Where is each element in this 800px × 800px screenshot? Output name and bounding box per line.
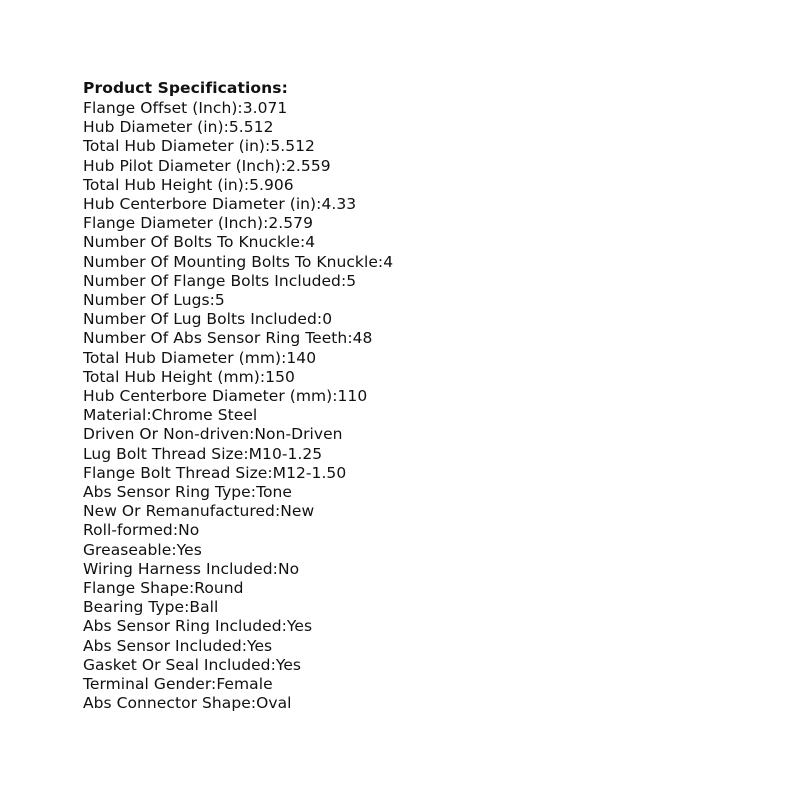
spec-value: Yes <box>286 617 313 636</box>
spec-value: 5 <box>346 271 357 290</box>
spec-label: Number Of Abs Sensor Ring Teeth <box>83 329 348 348</box>
spec-label: Flange Bolt Thread Size <box>83 463 268 482</box>
spec-value: Yes <box>176 540 202 559</box>
spec-value: 5.906 <box>249 175 294 194</box>
spec-separator: : <box>316 195 322 214</box>
spec-separator: : <box>316 310 323 329</box>
spec-value: 4.33 <box>321 195 357 214</box>
spec-value: 3.071 <box>242 99 288 117</box>
spec-value: Chrome Steel <box>151 406 258 425</box>
spec-label: Abs Connector Shape <box>83 694 251 713</box>
spec-value: Female <box>216 675 273 694</box>
spec-row <box>83 368 743 387</box>
spec-label: Terminal Gender <box>83 675 212 694</box>
spec-label: Abs Sensor Included <box>83 636 242 655</box>
spec-separator: : <box>243 175 250 194</box>
spec-value: No <box>277 559 300 578</box>
spec-row <box>83 329 743 348</box>
spec-label: Wiring Harness Included <box>83 559 273 578</box>
spec-value: 4 <box>383 252 394 271</box>
spec-separator: : <box>146 406 152 425</box>
spec-value: 140 <box>286 348 317 367</box>
spec-row <box>83 406 743 425</box>
spec-separator: : <box>188 579 195 598</box>
spec-row <box>83 675 743 694</box>
spec-separator: : <box>263 214 269 233</box>
spec-label: Lug Bolt Thread Size <box>83 444 244 463</box>
spec-row <box>83 483 743 502</box>
spec-value: 5.512 <box>228 118 274 137</box>
spec-value: 150 <box>265 367 295 386</box>
spec-value: Non-Driven <box>254 425 343 444</box>
spec-label: Greaseable <box>83 540 172 559</box>
spec-value: New <box>280 502 315 521</box>
spec-row <box>83 617 743 636</box>
spec-label: Abs Sensor Ring Included <box>83 617 282 636</box>
spec-label: Bearing Type <box>83 598 185 617</box>
spec-row <box>83 464 743 483</box>
spec-value: 5.512 <box>270 137 315 156</box>
spec-label: Total Hub Height (mm) <box>83 367 260 386</box>
spec-row <box>83 656 743 675</box>
spec-label: Number Of Lugs <box>83 291 210 310</box>
spec-separator: : <box>211 675 217 694</box>
spec-separator: : <box>270 655 276 674</box>
spec-separator: : <box>171 540 177 559</box>
spec-value: 5 <box>214 291 225 310</box>
spec-value: Oval <box>256 694 292 713</box>
spec-separator: : <box>243 444 249 463</box>
spec-row <box>83 272 743 291</box>
spec-value: Ball <box>189 598 219 617</box>
spec-label: Abs Sensor Ring Type <box>83 483 251 502</box>
spec-label: Number Of Lug Bolts Included <box>83 310 317 329</box>
spec-label: Number Of Bolts To Knuckle <box>83 233 300 252</box>
spec-row <box>83 118 743 137</box>
spec-label: Flange Offset (Inch) <box>83 99 238 117</box>
spec-value: Yes <box>247 636 273 655</box>
spec-separator: : <box>209 291 215 310</box>
spec-row <box>83 502 743 521</box>
spec-separator: : <box>249 425 255 444</box>
spec-row <box>83 195 743 214</box>
spec-label: Driven Or Non-driven <box>83 425 250 444</box>
spec-separator: : <box>272 559 278 578</box>
spec-separator: : <box>299 233 306 252</box>
specifications-list <box>83 99 743 714</box>
spec-separator: : <box>172 521 179 540</box>
spec-label: Hub Diameter (in) <box>83 118 224 137</box>
spec-row <box>83 291 743 310</box>
spec-label: Gasket Or Seal Included <box>83 655 271 674</box>
spec-separator: : <box>332 387 338 406</box>
spec-value: 110 <box>337 387 368 406</box>
spec-row <box>83 176 743 195</box>
spec-label: Total Hub Diameter (mm) <box>83 348 282 367</box>
spec-separator: : <box>250 694 257 713</box>
spec-row <box>83 694 743 713</box>
spec-label: Total Hub Diameter (in) <box>83 137 266 156</box>
spec-row <box>83 214 743 233</box>
spec-value: M12-1.50 <box>272 463 347 482</box>
spec-value: Tone <box>256 483 292 502</box>
spec-separator: : <box>265 137 271 156</box>
spec-row <box>83 579 743 598</box>
spec-value: Round <box>194 579 244 598</box>
spec-separator: : <box>267 463 273 482</box>
spec-row <box>83 387 743 406</box>
spec-value: 48 <box>352 329 373 348</box>
spec-label: Roll-formed <box>83 521 173 540</box>
spec-row <box>83 598 743 617</box>
spec-row <box>83 349 743 368</box>
spec-value: 2.559 <box>286 156 331 175</box>
spec-label: Hub Centerbore Diameter (mm) <box>83 387 333 406</box>
spec-label: Number Of Mounting Bolts To Knuckle <box>83 252 378 271</box>
spec-separator: : <box>340 271 347 290</box>
spec-separator: : <box>347 329 353 348</box>
spec-value: M10-1.25 <box>248 444 323 463</box>
spec-separator: : <box>259 367 266 386</box>
spec-label: Flange Diameter (Inch) <box>83 214 264 233</box>
spec-separator: : <box>184 598 190 617</box>
spec-value: No <box>178 521 200 540</box>
spec-row <box>83 310 743 329</box>
spec-row <box>83 445 743 464</box>
spec-row <box>83 425 743 444</box>
spec-row <box>83 157 743 176</box>
spec-row <box>83 541 743 560</box>
spec-separator: : <box>377 252 384 271</box>
spec-value: Yes <box>275 655 302 674</box>
spec-row <box>83 253 743 272</box>
page-title: Product Specifications: <box>83 79 288 97</box>
spec-separator: : <box>274 502 281 521</box>
spec-separator: : <box>223 118 229 137</box>
spec-label: Hub Centerbore Diameter (in) <box>83 195 317 214</box>
spec-label: New Or Remanufactured <box>83 502 275 521</box>
spec-separator: : <box>241 636 247 655</box>
spec-separator: : <box>250 483 257 502</box>
spec-row <box>83 560 743 579</box>
spec-label: Hub Pilot Diameter (Inch) <box>83 156 281 175</box>
spec-value: 4 <box>305 233 316 252</box>
spec-separator: : <box>280 156 287 175</box>
spec-separator: : <box>281 348 287 367</box>
product-specifications-block <box>83 78 743 714</box>
spec-value: 0 <box>322 310 333 329</box>
spec-row <box>83 521 743 540</box>
spec-label: Total Hub Height (in) <box>83 175 244 194</box>
spec-separator: : <box>237 99 243 117</box>
spec-row <box>83 99 743 118</box>
spec-value: 2.579 <box>268 214 313 233</box>
spec-label: Flange Shape <box>83 579 189 598</box>
spec-label: Number Of Flange Bolts Included <box>83 271 341 290</box>
spec-label: Material <box>83 406 147 425</box>
spec-row <box>83 637 743 656</box>
spec-separator: : <box>281 617 287 636</box>
spec-row <box>83 233 743 252</box>
spec-row <box>83 137 743 156</box>
